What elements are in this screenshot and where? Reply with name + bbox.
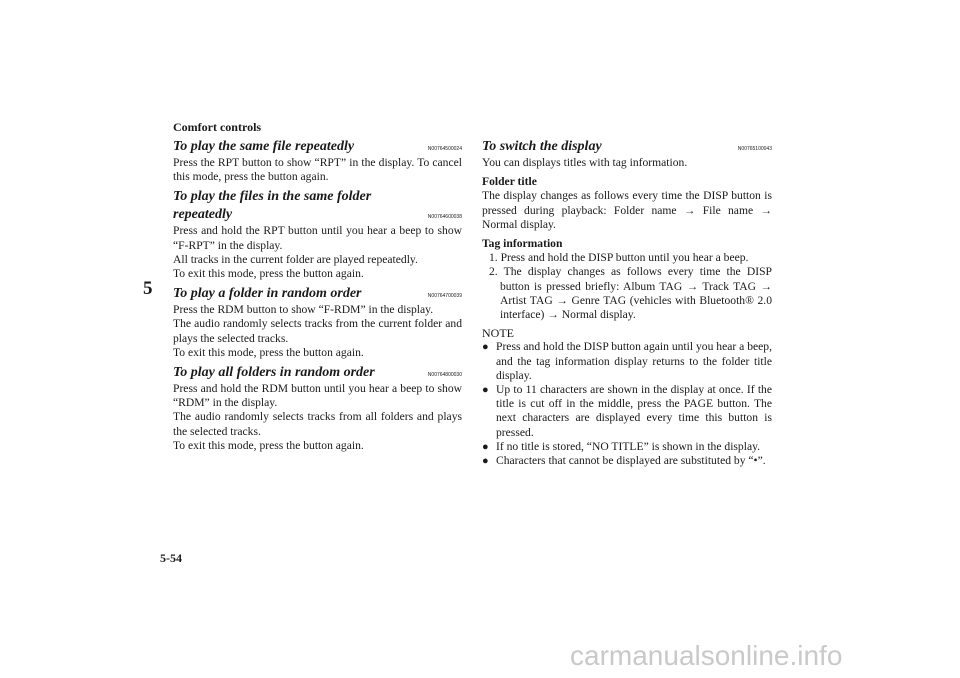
body-text: Press the RPT button to show “RPT” in the display. To cancel this mode, press the button again.: [173, 156, 462, 184]
reference-code: N00764500024: [427, 146, 462, 152]
left-column: [173, 136, 462, 457]
note-item: ● Press and hold the DISP button again until you hear a beep, and the tag information display returns to the folder title display.: [482, 340, 772, 382]
body-text: To exit this mode, press the button again.: [173, 267, 364, 281]
reference-code: N00764800030: [427, 372, 462, 379]
bullet-icon: ●: [482, 440, 489, 453]
step-item: 1. Press and hold the DISP button until you hear a beep.: [489, 251, 749, 265]
section-heading: To play the files in the same folder repeatedly: [173, 189, 372, 223]
section-random-all: [173, 364, 462, 453]
section-heading: To play a folder in random order: [173, 286, 362, 302]
steps-list: [482, 251, 772, 322]
section-repeat-file: [173, 138, 462, 184]
body-text: You can displays titles with tag information.: [482, 156, 688, 169]
body-text: The audio randomly selects tracks from all folders and plays the selected tracks.: [173, 410, 462, 438]
section-repeat-folder: [173, 188, 462, 281]
page-header: Comfort controls: [173, 120, 262, 134]
section-heading: To play all folders in random order: [173, 365, 375, 381]
watermark: carmanualsonline.info: [570, 640, 843, 671]
page-number: 5-54: [160, 551, 182, 565]
reference-code: N00764600038: [427, 214, 462, 221]
bullet-icon: ●: [482, 455, 489, 468]
note-list: [482, 340, 772, 468]
section-heading: To play the same file repeatedly: [173, 139, 355, 154]
note-item: ● If no title is stored, “NO TITLE” is shown in the display.: [482, 439, 761, 453]
body-text: Press the RDM button to show “F-RDM” in the display.: [173, 303, 434, 317]
subheading-folder-title: Folder title: [482, 175, 537, 189]
chapter-tab-marker: 5: [143, 278, 153, 299]
note-item: ● Up to 11 characters are shown in the display at once. If the title is cut off in the middle, press the PAGE button. The next characters are displayed every time this button is pressed.: [482, 383, 772, 439]
note-title: NOTE: [482, 326, 514, 341]
body-text: The display changes as follows every time the DISP button is pressed during playback: Folder name → File name → Normal display.: [482, 189, 772, 231]
subheading-tag-information: Tag information: [482, 237, 563, 251]
body-text: Press and hold the RPT button until you hear a beep to show “F-RPT” in the display.: [173, 224, 462, 252]
body-text: All tracks in the current folder are played repeatedly.: [173, 252, 418, 266]
reference-code: N00764700039: [427, 293, 462, 300]
section-random-folder: [173, 285, 462, 360]
reference-code: N00765100043: [737, 146, 772, 152]
step-item: 2. The display changes as follows every time the DISP button is pressed briefly: Album TAG → Track TAG → Artist TAG → Genre TAG (vehicles with Bluetooth® 2.0 interface) → Normal display.: [489, 265, 772, 322]
right-column: [482, 136, 772, 468]
body-text: To exit this mode, press the button again.: [173, 438, 364, 452]
note-item: ● Characters that cannot be displayed are substituted by “•”.: [482, 454, 766, 468]
body-text: The audio randomly selects tracks from the current folder and plays the selected tracks.: [173, 317, 462, 345]
section-heading: To switch the display: [482, 139, 602, 154]
body-text: Press and hold the RDM button until you hear a beep to show “RDM” in the display.: [173, 382, 462, 410]
body-text: To exit this mode, press the button again.: [173, 345, 364, 359]
bullet-icon: ●: [482, 384, 489, 397]
bullet-icon: ●: [482, 341, 489, 354]
